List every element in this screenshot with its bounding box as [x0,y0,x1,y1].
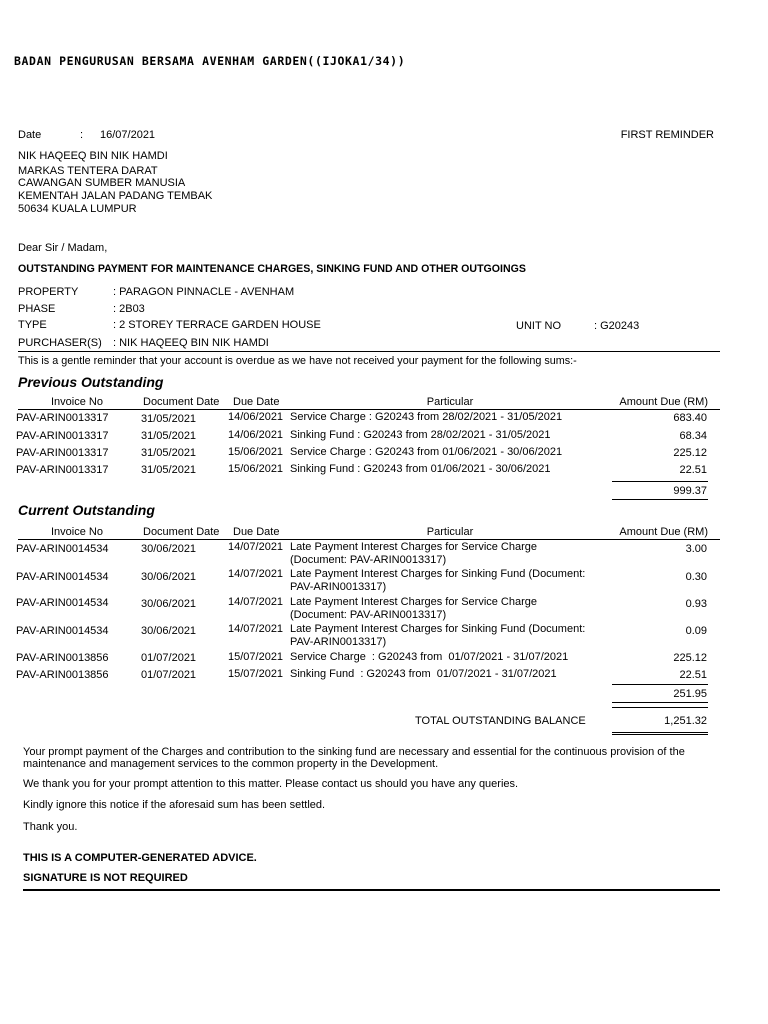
amount-due: 22.51 [679,464,707,476]
amount-due: 68.34 [679,430,707,442]
date-value: 16/07/2021 [100,129,156,141]
total-outstanding-balance: 1,251.32 [664,715,707,727]
subtotal-rule [612,481,708,482]
computer-generated-notice: THIS IS A COMPUTER-GENERATED ADVICE. [23,852,257,864]
due-date: 15/07/2021 [228,668,284,680]
document-date: 01/07/2021 [141,652,197,664]
column-header-invoice: Invoice No [51,526,103,538]
address-line: 50634 KUALA LUMPUR [18,203,137,215]
due-date: 14/06/2021 [228,429,284,441]
total-rule [612,707,708,708]
current-subtotal: 251.95 [673,688,707,700]
table-header-rule [18,409,720,410]
document-date: 30/06/2021 [141,543,197,555]
document-date: 30/06/2021 [141,598,197,610]
thank-you: Thank you. [23,821,78,833]
particular: Sinking Fund : G20243 from 28/02/2021 - 31/05/2021 [290,429,551,441]
property-label: PROPERTY [18,286,79,298]
invoice-no: PAV-ARIN0014534 [16,597,109,609]
column-header-due-date: Due Date [233,396,280,408]
address-line: KEMENTAH JALAN PADANG TEMBAK [18,190,213,202]
subtotal-rule [612,499,708,500]
document-date: 30/06/2021 [141,571,197,583]
organization-name: BADAN PENGURUSAN BERSAMA AVENHAM GARDEN((IJOKA1/34)) [14,54,406,68]
particular: Service Charge : G20243 from 01/07/2021 - 31/07/2021 [290,651,569,663]
address-line: NIK HAQEEQ BIN NIK HAMDI [18,150,168,162]
document-date: 31/05/2021 [141,430,197,442]
particular: Service Charge : G20243 from 28/02/2021 - 31/05/2021 [290,411,563,423]
invoice-no: PAV-ARIN0013317 [16,464,109,476]
due-date: 15/07/2021 [228,651,284,663]
invoice-no: PAV-ARIN0013317 [16,430,109,442]
due-date: 14/07/2021 [228,623,284,635]
ignore-notice-paragraph: Kindly ignore this notice if the aforesaid sum has been settled. [23,799,326,811]
due-date: 14/07/2021 [228,568,284,580]
phase-value: : 2B03 [113,303,145,315]
signature-notice: SIGNATURE IS NOT REQUIRED [23,872,188,884]
reminder-label: FIRST REMINDER [620,129,714,141]
column-header-amount: Amount Due (RM) [619,396,708,408]
amount-due: 0.30 [685,571,707,583]
column-header-amount: Amount Due (RM) [619,526,708,538]
amount-due: 683.40 [673,412,707,424]
due-date: 15/06/2021 [228,446,284,458]
unit-value: : G20243 [594,320,640,332]
amount-due: 0.93 [685,598,707,610]
particular: Late Payment Interest Charges for Service Charge (Document: PAV-ARIN0013317) [290,541,538,566]
previous-outstanding-title: Previous Outstanding [18,374,164,390]
column-header-document-date: Document Date [143,526,220,538]
invoice-no: PAV-ARIN0014534 [16,571,109,583]
document-date: 01/07/2021 [141,669,197,681]
address-line: CAWANGAN SUMBER MANUSIA [18,177,186,189]
amount-due: 0.09 [685,625,707,637]
property-value: : PARAGON PINNACLE - AVENHAM [113,286,295,298]
invoice-no: PAV-ARIN0013856 [16,669,109,681]
previous-subtotal: 999.37 [673,485,707,497]
particular: Service Charge : G20243 from 01/06/2021 - 30/06/2021 [290,446,563,458]
document-date: 31/05/2021 [141,464,197,476]
amount-due: 3.00 [685,543,707,555]
invoice-no: PAV-ARIN0014534 [16,625,109,637]
type-value: : 2 STOREY TERRACE GARDEN HOUSE [113,319,321,331]
document-date: 30/06/2021 [141,625,197,637]
type-label: TYPE [18,319,47,331]
phase-label: PHASE [18,303,56,315]
amount-due: 225.12 [673,447,707,459]
column-header-document-date: Document Date [143,396,220,408]
column-header-particular: Particular [426,396,474,408]
document-date: 31/05/2021 [141,447,197,459]
total-double-rule [612,734,708,735]
invoice-no: PAV-ARIN0013317 [16,412,109,424]
divider [18,351,720,352]
due-date: 15/06/2021 [228,463,284,475]
column-header-invoice: Invoice No [51,396,103,408]
invoice-no: PAV-ARIN0013856 [16,652,109,664]
invoice-no: PAV-ARIN0014534 [16,543,109,555]
amount-due: 225.12 [673,652,707,664]
subtotal-rule [612,702,708,703]
unit-label: UNIT NO [516,320,562,332]
total-double-rule [612,732,708,733]
particular: Sinking Fund : G20243 from 01/06/2021 - 30/06/2021 [290,463,551,475]
particular: Sinking Fund : G20243 from 01/07/2021 - 31/07/2021 [290,668,557,680]
payment-paragraph: Your prompt payment of the Charges and contribution to the sinking fund are necessary and essential for the continuous provision of the maintenance and management services to the common property in the Development. [23,746,685,770]
intro-text: This is a gentle reminder that your account is overdue as we have not received your payment for the following sums:- [18,355,577,367]
date-colon: : [80,129,84,141]
thanks-paragraph: We thank you for your prompt attention to this matter. Please contact us should you have any queries. [23,778,519,790]
current-outstanding-title: Current Outstanding [18,502,155,518]
subtotal-rule [612,684,708,685]
purchaser-value: : NIK HAQEEQ BIN NIK HAMDI [113,337,269,349]
column-header-particular: Particular [426,526,474,538]
due-date: 14/07/2021 [228,541,284,553]
footer-rule [23,889,720,891]
column-header-due-date: Due Date [233,526,280,538]
purchaser-label: PURCHASER(S) [18,337,102,349]
due-date: 14/07/2021 [228,596,284,608]
total-label: TOTAL OUTSTANDING BALANCE [415,715,586,727]
document-date: 31/05/2021 [141,413,197,425]
due-date: 14/06/2021 [228,411,284,423]
address-line: MARKAS TENTERA DARAT [18,165,158,177]
invoice-no: PAV-ARIN0013317 [16,447,109,459]
date-label: Date [18,129,42,141]
salutation: Dear Sir / Madam, [18,242,108,254]
subject-line: OUTSTANDING PAYMENT FOR MAINTENANCE CHARGES, SINKING FUND AND OTHER OUTGOINGS [18,263,526,275]
particular: Late Payment Interest Charges for Sinking Fund (Document: PAV-ARIN0013317) [290,568,586,593]
amount-due: 22.51 [679,669,707,681]
particular: Late Payment Interest Charges for Sinking Fund (Document: PAV-ARIN0013317) [290,623,586,648]
table-header-rule [18,539,720,540]
particular: Late Payment Interest Charges for Service Charge (Document: PAV-ARIN0013317) [290,596,538,621]
